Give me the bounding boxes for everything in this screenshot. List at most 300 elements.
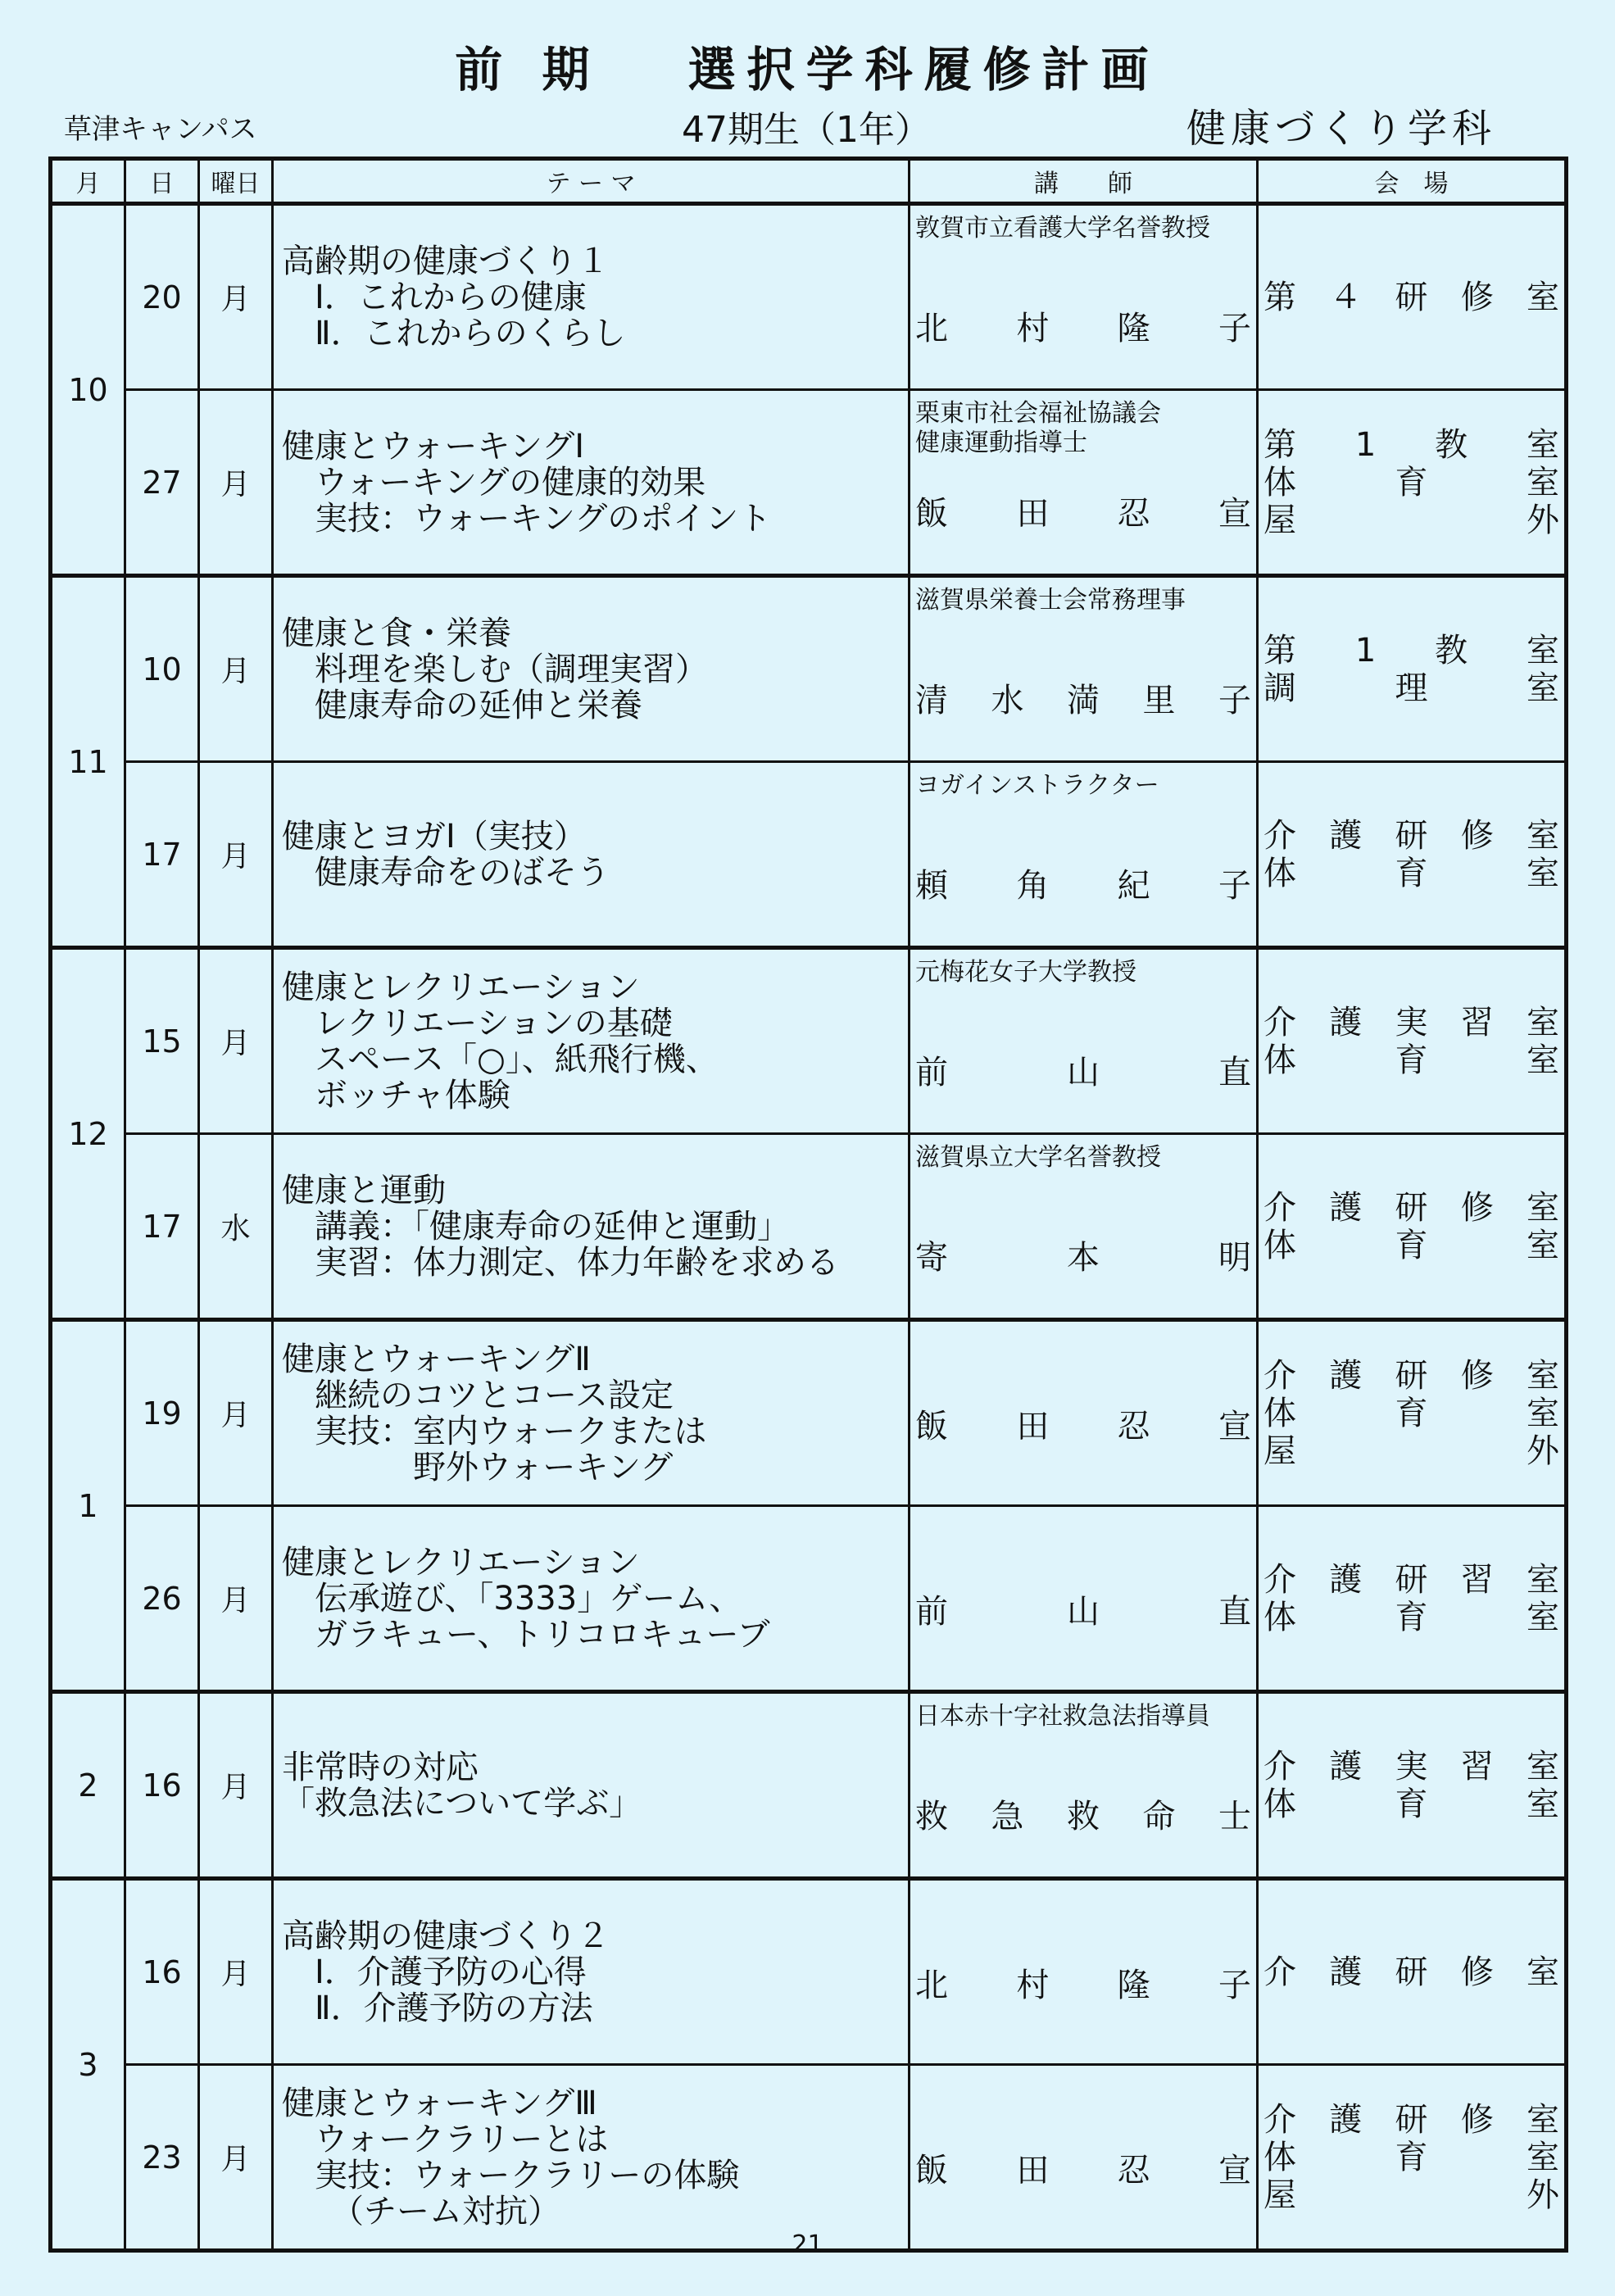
venue-char: 育 <box>1395 2138 1428 2176</box>
venue-list <box>1263 1004 1559 1079</box>
theme-title: 健康と食・栄養 <box>282 614 511 652</box>
lecturer-name-char: 前 <box>915 1054 948 1091</box>
month-cell: 12 <box>51 948 125 1320</box>
theme-line: レクリエーションの基礎 <box>282 1004 673 1042</box>
theme-cell <box>273 1506 910 1692</box>
theme-line: スペース「○」、紙飛行機、 <box>282 1040 719 1078</box>
theme-line: 実技：室内ウォークまたは <box>282 1412 707 1450</box>
venue-cell <box>1258 1879 1567 2065</box>
table-row <box>51 204 1567 390</box>
page-title: 前 期 選択学科履修計画 <box>455 42 1160 98</box>
venue-char: 護 <box>1329 1356 1363 1395</box>
lecturer-name <box>915 1232 1251 1278</box>
venue-char: 育 <box>1395 463 1428 501</box>
venue-char: 室 <box>1527 2138 1559 2176</box>
venue-char: 室 <box>1527 1003 1559 1041</box>
venue-char: 研 <box>1395 1560 1428 1599</box>
venue-char: 室 <box>1527 1953 1559 1991</box>
lecturer-name-char: 村 <box>1016 1967 1050 2004</box>
lecturer-name-char: 明 <box>1218 1239 1251 1277</box>
venue-cell <box>1258 1320 1567 1506</box>
venue-char: 室 <box>1527 1394 1559 1432</box>
venue-char: 護 <box>1329 1560 1363 1599</box>
venue-line <box>1263 1189 1559 1227</box>
theme-line: 「救急法について学ぶ」 <box>282 1784 642 1822</box>
venue-cell <box>1258 1134 1567 1320</box>
lecturer-name-char: 北 <box>915 310 948 347</box>
table-row <box>51 1692 1567 1879</box>
lecturer-name-char: 田 <box>1016 2152 1050 2189</box>
venue-char: 研 <box>1395 1356 1428 1395</box>
theme-cell <box>273 576 910 762</box>
department-label: 健康づくり学科 <box>1186 106 1497 152</box>
venue-char: 室 <box>1527 1356 1559 1395</box>
weekday-cell: 月 <box>199 204 273 390</box>
venue-cell <box>1258 2065 1567 2251</box>
venue-char: 室 <box>1527 854 1559 892</box>
lecturer-cell <box>910 1692 1258 1879</box>
page-number: 21 <box>792 2230 823 2259</box>
venue-char: 育 <box>1395 1041 1428 1079</box>
theme-line: ウォークラリーとは <box>282 2120 609 2158</box>
weekday-cell: 月 <box>199 576 273 762</box>
header-day: 日 <box>125 159 199 204</box>
venue-char: 研 <box>1395 816 1428 855</box>
day-cell: 27 <box>125 390 199 576</box>
weekday-cell: 月 <box>199 762 273 948</box>
venue-list <box>1263 1953 1559 1991</box>
lecturer-name <box>915 1400 1251 1447</box>
venue-char: 室 <box>1527 1226 1559 1264</box>
venue-char: 1 <box>1354 631 1377 669</box>
campus-label: 草津キャンパス <box>64 113 257 146</box>
venue-char: 体 <box>1263 1041 1296 1079</box>
venue-char: 修 <box>1460 1953 1494 1991</box>
venue-char: 体 <box>1263 463 1296 501</box>
venue-line <box>1263 1786 1559 1823</box>
venue-line <box>1263 1432 1559 1470</box>
table-row <box>51 948 1567 1134</box>
lecturer-name-char: 救 <box>915 1798 948 1835</box>
theme-title: 高齢期の健康づくり２ <box>282 1917 610 1955</box>
lecturer-name-char: 里 <box>1142 682 1176 719</box>
table-row <box>51 576 1567 762</box>
weekday-cell: 月 <box>199 1692 273 1879</box>
venue-line <box>1263 2176 1559 2214</box>
weekday-cell: 水 <box>199 1134 273 1320</box>
theme-cell <box>273 2065 910 2251</box>
table-header-row <box>51 159 1567 204</box>
venue-char: 体 <box>1263 1226 1296 1264</box>
venue-char: 介 <box>1263 1953 1296 1991</box>
theme-line: Ⅱ．介護予防の方法 <box>282 1989 593 2027</box>
venue-cell <box>1258 1506 1567 1692</box>
table-row <box>51 2065 1567 2251</box>
venue-char: 護 <box>1329 1188 1363 1227</box>
theme-line: ボッチャ体験 <box>282 1076 510 1114</box>
theme-line: ウォーキングの健康的効果 <box>282 463 706 501</box>
day-cell: 16 <box>125 1692 199 1879</box>
venue-char: 室 <box>1527 278 1559 316</box>
theme-line: Ⅰ．これからの健康 <box>282 278 587 316</box>
lecturer-name-char: 命 <box>1142 1798 1176 1835</box>
venue-line <box>1263 464 1559 501</box>
venue-char: 習 <box>1460 1003 1494 1041</box>
venue-char: 研 <box>1395 2100 1428 2139</box>
venue-char: 育 <box>1395 1598 1428 1636</box>
venue-char: 護 <box>1329 1953 1363 1991</box>
venue-char: 護 <box>1329 2100 1363 2139</box>
lecturer-name <box>915 2144 1251 2191</box>
venue-char: 習 <box>1460 1747 1494 1786</box>
venue-char: 第 <box>1263 631 1296 669</box>
weekday-cell: 月 <box>199 1879 273 2065</box>
venue-char: 研 <box>1395 1188 1428 1227</box>
venue-char: 研 <box>1395 1953 1428 1991</box>
header-month: 月 <box>51 159 125 204</box>
venue-char: 修 <box>1460 816 1494 855</box>
venue-char: 理 <box>1395 669 1428 707</box>
theme-title: 非常時の対応 <box>282 1748 479 1786</box>
venue-char: 屋 <box>1263 501 1296 539</box>
venue-char: 室 <box>1527 2100 1559 2139</box>
venue-line <box>1263 1395 1559 1432</box>
theme-title: 健康とウォーキングⅠ <box>282 427 584 465</box>
lecturer-name-char: 村 <box>1016 310 1050 347</box>
lecturer-name-char: 飯 <box>915 1408 948 1445</box>
venue-char: 第 <box>1263 278 1296 316</box>
theme-title: 健康とレクリエーション <box>282 1543 640 1581</box>
venue-char: 習 <box>1460 1560 1494 1599</box>
venue-char: ４ <box>1329 278 1363 316</box>
header-venue: 会 場 <box>1258 159 1567 204</box>
venue-list <box>1263 279 1559 316</box>
venue-line <box>1263 1041 1559 1079</box>
venue-line <box>1263 279 1559 316</box>
theme-title: 高齢期の健康づくり１ <box>282 242 610 280</box>
venue-char: 介 <box>1263 2100 1296 2139</box>
lecturer-cell <box>910 1506 1258 1692</box>
theme-line: 実技：ウォーキングのポイント <box>282 499 772 538</box>
lecturer-affiliation: 滋賀県栄養士会常務理事 <box>915 586 1186 615</box>
venue-cell <box>1258 576 1567 762</box>
lecturer-name-char: 飯 <box>915 495 948 533</box>
lecturer-name <box>915 1959 1251 2006</box>
venue-char: 教 <box>1435 631 1468 669</box>
month-cell: 1 <box>51 1320 125 1692</box>
lecturer-cell <box>910 204 1258 390</box>
weekday-cell: 月 <box>199 1506 273 1692</box>
venue-line <box>1263 2101 1559 2139</box>
lecturer-name-char: 宣 <box>1218 2152 1251 2189</box>
lecturer-name <box>915 488 1251 534</box>
venue-char: 室 <box>1527 1747 1559 1786</box>
venue-char: 室 <box>1527 1041 1559 1079</box>
venue-char: 護 <box>1329 816 1363 855</box>
venue-list <box>1263 1561 1559 1636</box>
venue-char: 介 <box>1263 1560 1296 1599</box>
venue-char: 屋 <box>1263 1432 1296 1470</box>
venue-char: 育 <box>1395 1226 1428 1264</box>
venue-char: 室 <box>1527 1785 1559 1823</box>
lecturer-name-char: 角 <box>1016 867 1050 905</box>
day-cell: 23 <box>125 2065 199 2251</box>
schedule-table <box>48 157 1568 2253</box>
venue-char: 介 <box>1263 1003 1296 1041</box>
venue-char: 体 <box>1263 1785 1296 1823</box>
lecturer-affiliation: 滋賀県立大学名誉教授 <box>915 1143 1161 1172</box>
lecturer-affiliation: 元梅花女子大学教授 <box>915 958 1136 987</box>
venue-list <box>1263 632 1559 707</box>
lecturer-name-char: 清 <box>915 682 948 719</box>
venue-char: 室 <box>1526 425 1559 464</box>
lecturer-name-char: 士 <box>1218 1798 1251 1835</box>
venue-char: 室 <box>1527 669 1559 707</box>
table-row <box>51 1320 1567 1506</box>
month-cell: 10 <box>51 204 125 576</box>
lecturer-cell <box>910 1320 1258 1506</box>
theme-cell <box>273 1879 910 2065</box>
lecturer-name-char: 本 <box>1067 1239 1100 1277</box>
lecturer-name-char: 忍 <box>1117 1408 1150 1445</box>
venue-char: 護 <box>1329 1003 1363 1041</box>
table-row <box>51 762 1567 948</box>
venue-char: 室 <box>1526 631 1559 669</box>
theme-line: 料理を楽しむ（調理実習） <box>282 650 708 688</box>
month-cell: 3 <box>51 1879 125 2251</box>
table-row <box>51 390 1567 576</box>
lecturer-name-char: 前 <box>915 1593 948 1631</box>
lecturer-name-char: 山 <box>1067 1054 1100 1091</box>
lecturer-affiliation: 日本赤十字社救急法指導員 <box>915 1702 1210 1731</box>
lecturer-name-char: 隆 <box>1117 1967 1150 2004</box>
lecturer-name <box>915 302 1251 349</box>
venue-line <box>1263 1748 1559 1786</box>
venue-line <box>1263 1227 1559 1264</box>
month-cell: 11 <box>51 576 125 948</box>
lecturer-name-char: 頼 <box>915 867 948 905</box>
venue-list <box>1263 1357 1559 1470</box>
venue-char: 室 <box>1527 1560 1559 1599</box>
cohort-label: 47期生（1年） <box>682 109 931 151</box>
theme-cell <box>273 1134 910 1320</box>
theme-line: 伝承遊び、「3333」ゲーム、 <box>282 1579 742 1618</box>
venue-char: 教 <box>1435 425 1468 464</box>
venue-char: 室 <box>1527 463 1559 501</box>
theme-line: 実習：体力測定、体力年齢を求める <box>282 1243 839 1282</box>
weekday-cell: 月 <box>199 2065 273 2251</box>
lecturer-name-char: 子 <box>1218 1967 1251 2004</box>
venue-line <box>1263 632 1559 669</box>
theme-cell <box>273 948 910 1134</box>
month-cell: 2 <box>51 1692 125 1879</box>
table-row <box>51 1879 1567 2065</box>
venue-char: 修 <box>1460 278 1494 316</box>
venue-char: 育 <box>1395 1394 1428 1432</box>
lecturer-name-char: 田 <box>1016 1408 1050 1445</box>
theme-title: 健康と運動 <box>282 1171 446 1209</box>
venue-char: 体 <box>1263 2138 1296 2176</box>
venue-list <box>1263 1748 1559 1823</box>
lecturer-name-char: 寄 <box>915 1239 948 1277</box>
table-row <box>51 1134 1567 1320</box>
day-cell: 19 <box>125 1320 199 1506</box>
venue-char: 体 <box>1263 854 1296 892</box>
theme-line: 実技：ウォークラリーの体験 <box>282 2156 740 2194</box>
lecturer-cell <box>910 762 1258 948</box>
theme-title: 健康とレクリエーション <box>282 968 640 1006</box>
venue-list <box>1263 2101 1559 2214</box>
lecturer-name-char: 満 <box>1067 682 1100 719</box>
lecturer-cell <box>910 390 1258 576</box>
venue-char: 体 <box>1263 1394 1296 1432</box>
venue-char: 体 <box>1263 1598 1296 1636</box>
lecturer-name-char: 急 <box>991 1798 1024 1835</box>
venue-char: 実 <box>1395 1003 1428 1041</box>
theme-title: 健康とヨガⅠ（実技） <box>282 817 587 855</box>
venue-char: 実 <box>1395 1747 1428 1786</box>
venue-char: 修 <box>1460 2100 1494 2139</box>
lecturer-name-char: 忍 <box>1117 2152 1150 2189</box>
lecturer-affiliation: 栗東市社会福祉協議会 健康運動指導士 <box>915 399 1161 457</box>
theme-line: 健康寿命をのばそう <box>282 853 610 892</box>
theme-line: （チーム対抗） <box>282 2192 560 2230</box>
theme-cell <box>273 1692 910 1879</box>
day-cell: 17 <box>125 762 199 948</box>
lecturer-name <box>915 860 1251 906</box>
venue-line <box>1263 1561 1559 1599</box>
venue-char: 調 <box>1263 669 1296 707</box>
venue-list <box>1263 817 1559 892</box>
venue-cell <box>1258 204 1567 390</box>
venue-char: 介 <box>1263 1188 1296 1227</box>
theme-title: 健康とウォーキングⅡ <box>282 1340 591 1378</box>
lecturer-cell <box>910 1134 1258 1320</box>
venue-char: 屋 <box>1263 2176 1296 2214</box>
venue-char: 介 <box>1263 816 1296 855</box>
day-cell: 16 <box>125 1879 199 2065</box>
venue-line <box>1263 817 1559 855</box>
lecturer-cell <box>910 948 1258 1134</box>
theme-line: ガラキュー、トリコロキューブ <box>282 1615 770 1654</box>
lecturer-name-char: 子 <box>1218 310 1251 347</box>
venue-char: 外 <box>1527 2176 1559 2214</box>
theme-line: 講義：「健康寿命の延伸と運動」 <box>282 1207 790 1246</box>
venue-line <box>1263 501 1559 539</box>
header-theme: テ ー マ <box>273 159 910 204</box>
lecturer-name-char: 宣 <box>1218 1408 1251 1445</box>
venue-char: 介 <box>1263 1356 1296 1395</box>
header-lecturer: 講 師 <box>910 159 1258 204</box>
lecturer-name <box>915 1586 1251 1632</box>
venue-char: 育 <box>1395 1785 1428 1823</box>
lecturer-name-char: 直 <box>1218 1593 1251 1631</box>
venue-cell <box>1258 390 1567 576</box>
lecturer-name-char: 宣 <box>1218 495 1251 533</box>
theme-line: Ⅱ．これからのくらし <box>282 314 626 352</box>
theme-cell <box>273 762 910 948</box>
venue-line <box>1263 426 1559 464</box>
day-cell: 20 <box>125 204 199 390</box>
lecturer-name-char: 山 <box>1067 1593 1100 1631</box>
theme-line: 野外ウォーキング <box>282 1448 674 1486</box>
venue-list <box>1263 1189 1559 1264</box>
venue-line <box>1263 1004 1559 1041</box>
theme-title: 健康とウォーキングⅢ <box>282 2084 597 2122</box>
lecturer-affiliation: 敦賀市立看護大学名誉教授 <box>915 214 1210 243</box>
venue-line <box>1263 1599 1559 1636</box>
lecturer-name-char: 救 <box>1067 1798 1100 1835</box>
lecturer-name-char: 隆 <box>1117 310 1150 347</box>
header-weekday: 曜日 <box>199 159 273 204</box>
lecturer-name-char: 水 <box>991 682 1024 719</box>
theme-line: Ⅰ．介護予防の心得 <box>282 1953 587 1991</box>
theme-cell <box>273 390 910 576</box>
theme-line: 健康寿命の延伸と栄養 <box>282 686 642 724</box>
day-cell: 15 <box>125 948 199 1134</box>
venue-char: 外 <box>1527 501 1559 539</box>
venue-char: 室 <box>1527 1188 1559 1227</box>
venue-char: 1 <box>1354 425 1377 464</box>
lecturer-name-char: 直 <box>1218 1054 1251 1091</box>
day-cell: 17 <box>125 1134 199 1320</box>
venue-line <box>1263 855 1559 892</box>
venue-line <box>1263 669 1559 707</box>
venue-char: 介 <box>1263 1747 1296 1786</box>
weekday-cell: 月 <box>199 1320 273 1506</box>
lecturer-name-char: 田 <box>1016 495 1050 533</box>
lecturer-name-char: 紀 <box>1117 867 1150 905</box>
lecturer-name-char: 子 <box>1218 682 1251 719</box>
venue-char: 研 <box>1395 278 1428 316</box>
lecturer-name-char: 忍 <box>1117 495 1150 533</box>
lecturer-cell <box>910 2065 1258 2251</box>
day-cell: 10 <box>125 576 199 762</box>
venue-cell <box>1258 762 1567 948</box>
lecturer-cell <box>910 1879 1258 2065</box>
theme-cell <box>273 204 910 390</box>
venue-char: 外 <box>1527 1432 1559 1470</box>
venue-line <box>1263 1357 1559 1395</box>
lecturer-affiliation: ヨガインストラクター <box>915 771 1159 800</box>
venue-char: 護 <box>1329 1747 1363 1786</box>
lecturer-cell <box>910 576 1258 762</box>
venue-char: 育 <box>1395 854 1428 892</box>
lecturer-name-char: 北 <box>915 1967 948 2004</box>
venue-char: 室 <box>1527 1598 1559 1636</box>
venue-char: 第 <box>1263 425 1296 464</box>
venue-char: 修 <box>1460 1188 1494 1227</box>
day-cell: 26 <box>125 1506 199 1692</box>
venue-line <box>1263 2139 1559 2176</box>
venue-char: 修 <box>1460 1356 1494 1395</box>
weekday-cell: 月 <box>199 948 273 1134</box>
venue-line <box>1263 1953 1559 1991</box>
venue-cell <box>1258 1692 1567 1879</box>
lecturer-name <box>915 1046 1251 1093</box>
venue-char: 室 <box>1527 816 1559 855</box>
venue-cell <box>1258 948 1567 1134</box>
theme-line: 継続のコツとコース設定 <box>282 1376 674 1414</box>
lecturer-name <box>915 1790 1251 1837</box>
lecturer-name <box>915 674 1251 721</box>
venue-list <box>1263 426 1559 539</box>
table-row <box>51 1506 1567 1692</box>
weekday-cell: 月 <box>199 390 273 576</box>
theme-cell <box>273 1320 910 1506</box>
lecturer-name-char: 飯 <box>915 2152 948 2189</box>
lecturer-name-char: 子 <box>1218 867 1251 905</box>
